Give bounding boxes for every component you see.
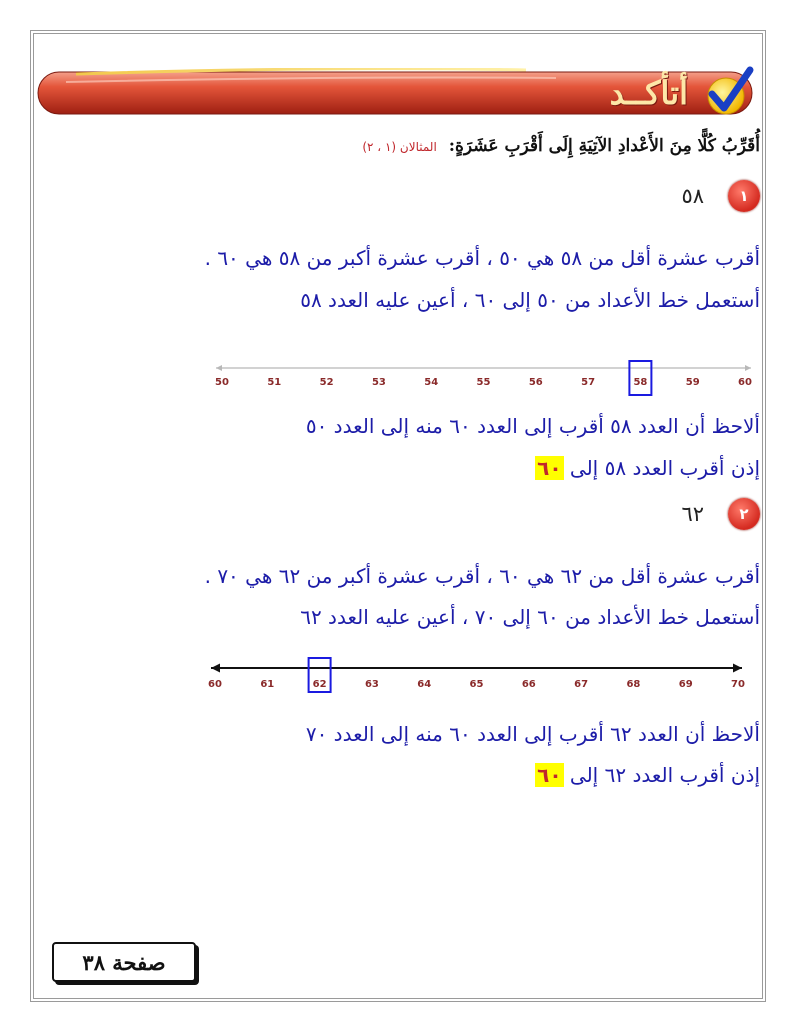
- tick-label: 64: [417, 679, 432, 690]
- tick-label: 70: [731, 679, 745, 690]
- exercise-number-value: ٦٢: [681, 502, 704, 526]
- tick-label: 57: [581, 377, 596, 388]
- tick-label: 56: [528, 377, 543, 388]
- tick-label: 66: [521, 679, 536, 690]
- exercise-number-badge: ٢: [728, 498, 760, 530]
- arrow-left-icon: [216, 365, 222, 371]
- tick-label: 55: [476, 377, 491, 388]
- tick-label: 50: [215, 377, 229, 388]
- checkmark-icon: [700, 64, 756, 120]
- tick-label: 53: [371, 377, 386, 388]
- tick-label: 51: [267, 377, 282, 388]
- exercise-1-line-1: أقرب عشرة أقل من ٥٨ هي ٥٠ ، أقرب عشرة أكبر من ٥٨ هي ٦٠ .: [204, 246, 760, 270]
- number-line-2: [195, 652, 770, 697]
- page-number-box: [52, 942, 196, 982]
- exercise-2-header: [681, 498, 760, 530]
- arrow-right-icon: [733, 664, 742, 673]
- tick-label: 68: [626, 679, 641, 690]
- tick-label: 63: [364, 679, 379, 690]
- tick-label: 62: [312, 679, 327, 690]
- tick-label: 58: [633, 377, 648, 388]
- tick-label: 59: [685, 377, 700, 388]
- instruction-text: أُقَرِّبُ كُلًّا مِنَ الأَعْدادِ الآتِيَةِ إِلَى أَقْرَبِ عَشَرَةٍ:: [448, 136, 760, 156]
- answer-prefix: إذن أقرب العدد ٦٢ إلى: [569, 763, 760, 787]
- answer-highlight: ٦٠: [537, 456, 562, 480]
- exercise-number-badge: ١: [728, 180, 760, 212]
- exercise-2-line-3: ألاحظ أن العدد ٦٢ أقرب إلى العدد ٦٠ منه إلى العدد ٧٠: [305, 722, 760, 746]
- exercise-2-line-2: أستعمل خط الأعداد من ٦٠ إلى ٧٠ ، أعين عليه العدد ٦٢: [300, 605, 760, 629]
- answer-highlight: ٦٠: [537, 763, 562, 787]
- exercise-number-value: ٥٨: [681, 184, 704, 208]
- instruction: [362, 136, 760, 156]
- instruction-reference: المثالان (١ ، ٢): [362, 140, 437, 154]
- exercise-1-line-2: أستعمل خط الأعداد من ٥٠ إلى ٦٠ ، أعين عليه العدد ٥٨: [300, 288, 760, 312]
- arrow-right-icon: [745, 365, 751, 371]
- tick-label: 60: [738, 377, 752, 388]
- exercise-1-line-3: ألاحظ أن العدد ٥٨ أقرب إلى العدد ٦٠ منه إلى العدد ٥٠: [305, 414, 760, 438]
- tick-label: 67: [574, 679, 589, 690]
- arrow-left-icon: [211, 664, 220, 673]
- tick-label: 54: [424, 377, 439, 388]
- header-title: أتأكــد: [609, 74, 688, 112]
- page-border: [30, 30, 766, 1002]
- page-number: صفحة ٣٨: [82, 949, 166, 975]
- exercise-1-header: [681, 180, 760, 212]
- exercise-2-line-1: أقرب عشرة أقل من ٦٢ هي ٦٠ ، أقرب عشرة أكبر من ٦٢ هي ٧٠ .: [204, 564, 760, 588]
- tick-label: 65: [469, 679, 484, 690]
- exercise-1-answer: [535, 456, 760, 480]
- number-line-1: [200, 355, 770, 400]
- tick-label: 69: [678, 679, 693, 690]
- tick-label: 61: [260, 679, 275, 690]
- tick-label: 52: [319, 377, 334, 388]
- answer-prefix: إذن أقرب العدد ٥٨ إلى: [569, 456, 760, 480]
- tick-label: 60: [208, 679, 222, 690]
- exercise-2-answer: [535, 763, 760, 787]
